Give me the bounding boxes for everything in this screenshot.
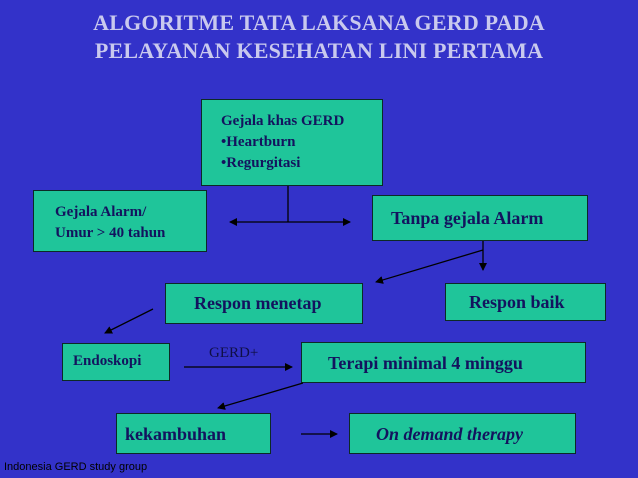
node-kekambuhan-label: kekambuhan: [125, 424, 227, 444]
node-gejala-khas: [201, 99, 383, 186]
node-respon-menetap: [165, 283, 363, 324]
node-on-demand-therapy-label: On demand therapy: [376, 424, 524, 444]
arrow-to-endoskopi: [105, 309, 153, 333]
node-terapi-minimal: [301, 342, 586, 383]
slide-title-line-2: PELAYANAN KESEHATAN LINI PERTAMA: [94, 38, 544, 63]
node-gejala-khas-item-regurgitasi: •Regurgitasi: [221, 155, 301, 171]
node-gejala-khas-item-heartburn: •Heartburn: [221, 134, 296, 150]
node-endoskopi-label: Endoskopi: [73, 353, 142, 369]
node-gejala-alarm-line-1: Gejala Alarm/: [55, 204, 147, 220]
footer-credit: Indonesia GERD study group: [4, 461, 148, 473]
edge-label-gerd-plus: GERD+: [209, 345, 259, 361]
slide-title-line-1: ALGORITME TATA LAKSANA GERD PADA: [93, 10, 545, 35]
node-endoskopi: [62, 343, 170, 381]
node-kekambuhan: [116, 413, 271, 454]
node-tanpa-gejala-alarm: [372, 195, 588, 241]
arrow-to-respon-menetap: [376, 250, 483, 282]
node-gejala-khas-heading: Gejala khas GERD: [221, 113, 345, 129]
node-respon-baik: [445, 283, 606, 321]
node-terapi-minimal-label: Terapi minimal 4 minggu: [328, 353, 523, 373]
node-tanpa-gejala-alarm-label: Tanpa gejala Alarm: [391, 208, 544, 228]
node-gejala-alarm: [33, 190, 207, 252]
node-on-demand-therapy: [349, 413, 576, 454]
node-respon-menetap-label: Respon menetap: [194, 293, 322, 313]
node-gejala-alarm-line-2: Umur > 40 tahun: [55, 225, 166, 241]
node-respon-baik-label: Respon baik: [469, 292, 565, 312]
arrow-to-kekambuhan: [218, 383, 303, 408]
